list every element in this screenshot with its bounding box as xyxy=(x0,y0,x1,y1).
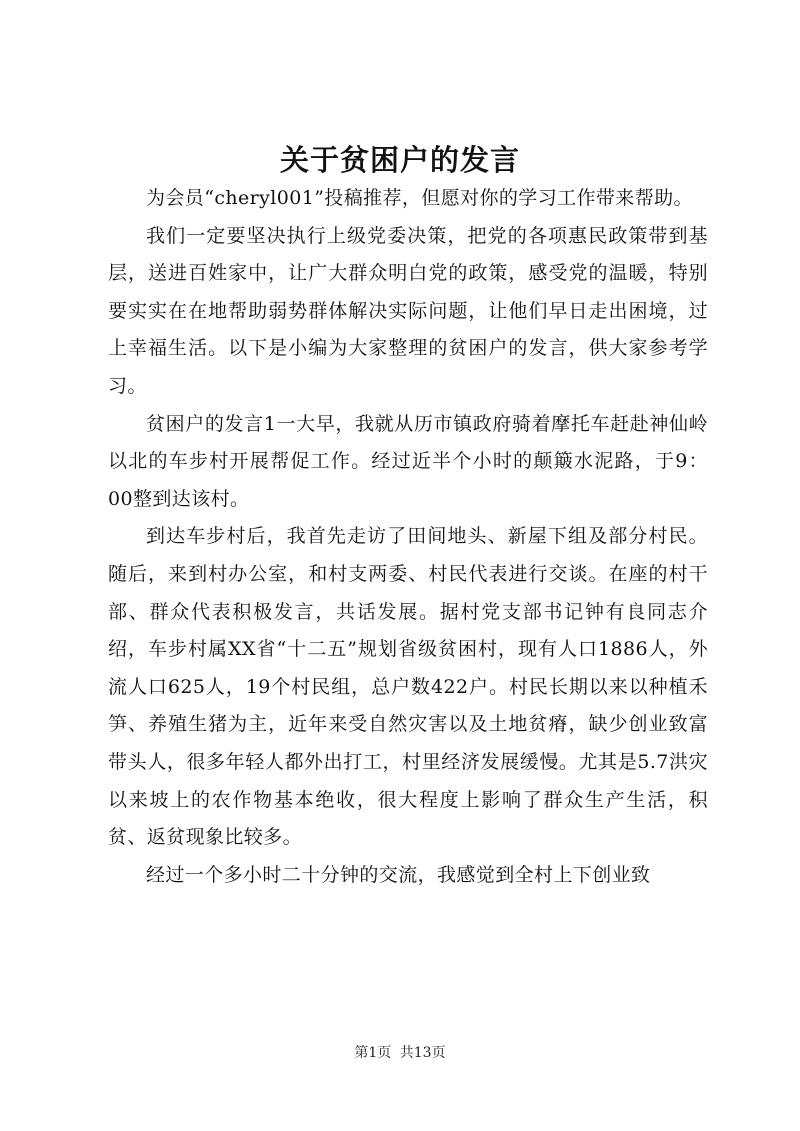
page-footer xyxy=(0,1043,800,1063)
paragraph-exchange: 经过一个多小时二十分钟的交流，我感觉到全村上下创业致 xyxy=(146,863,651,886)
page-number: 第1页 xyxy=(354,1045,392,1061)
document-body xyxy=(108,180,708,894)
paragraph-policy: 我们一定要坚决执行上级党委决策，把党的各项惠民政策带到基层，送进百姓家中，让广大群众明白党的政策，感受党的温暖，特别要实实在在地帮助弱势群体解决实际问题，让他们早日走出困境，过上幸福生活。以下是小编为大家整理的贫困户的发言，供大家参考学习。 xyxy=(108,224,708,397)
page-total: 共13页 xyxy=(399,1045,446,1061)
paragraph-speech-start: 贫困户的发言1一大早，我就从历市镇政府骑着摩托车赶赴神仙岭以北的车步村开展帮促工作。经过近半个小时的颠簸水泥路，于9：00整到达该村。 xyxy=(108,412,708,510)
document-title: 关于贫困户的发言 xyxy=(279,143,520,177)
paragraph-village-visit: 到达车步村后，我首先走访了田间地头、新屋下组及部分村民。随后，来到村办公室，和村支两委、村民代表进行交谈。在座的村干部、群众代表积极发言，共话发展。据村党支部书记钟有良同志介绍，车步村属XX省“十二五”规划省级贫困村，现有人口1886人，外流人口625人，19个村民组，总户数422户。村民长期以来以种植禾笋、养殖生猪为主，近年来受自然灾害以及土地贫瘠，缺少创业致富带头人，很多年轻人都外出打工，村里经济发展缓慢。尤其是5.7洪灾以来坡上的农作物基本绝收，很大程度上影响了群众生产生活，积贫、返贫现象比较多。 xyxy=(108,525,708,849)
paragraph-intro: 为会员“cheryl001”投稿推荐，但愿对你的学习工作带来帮助。 xyxy=(146,187,693,209)
